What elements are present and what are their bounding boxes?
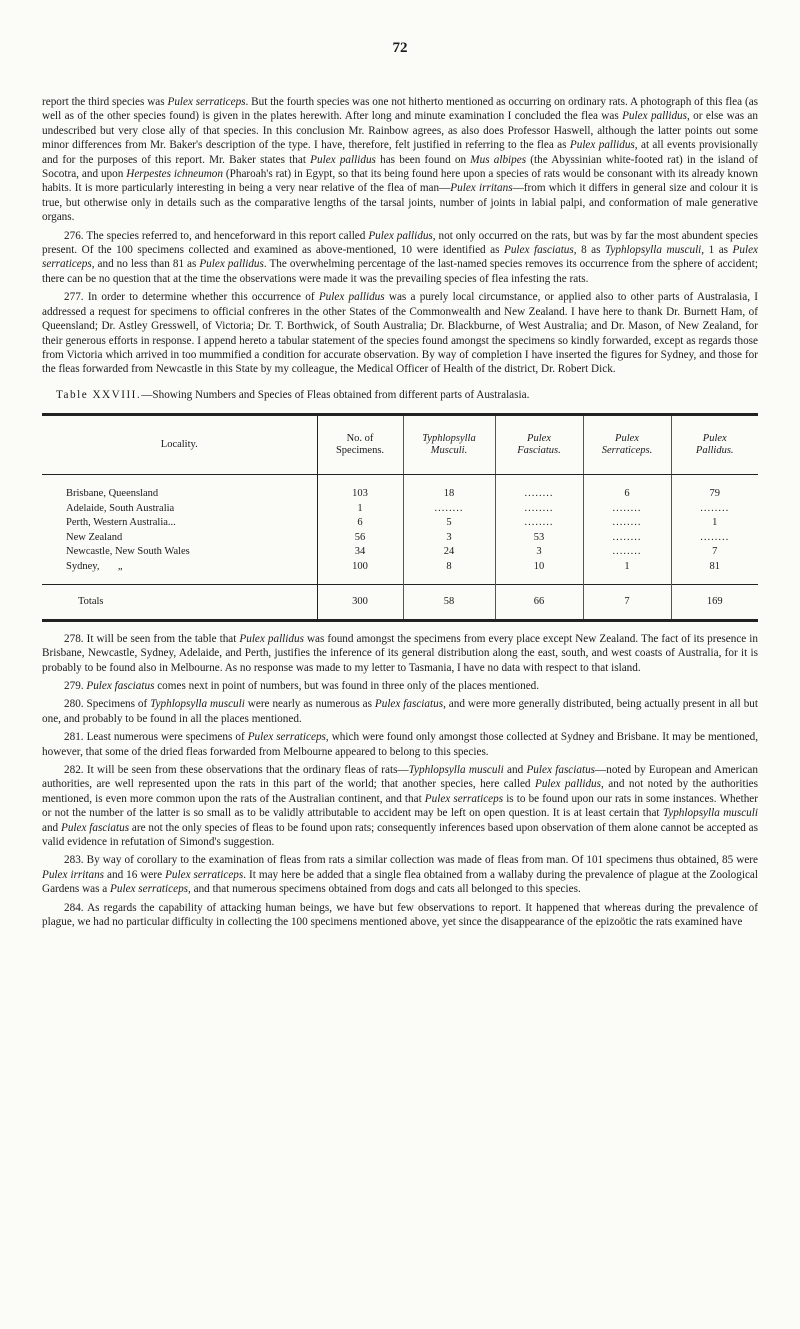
cell-serraticeps: 1: [583, 559, 671, 584]
paragraph-278: [42, 632, 758, 675]
text-run: 280. Specimens of: [64, 698, 151, 711]
header-text: Specimens.: [335, 444, 385, 456]
species-name: Pulex fasciatus: [60, 821, 130, 834]
table-caption-text: —Showing Numbers and Species of Fleas obtained from different parts of Australasia.: [141, 388, 530, 401]
species-name: Pulex pallidus: [239, 632, 304, 645]
text-run: . It may here be added that a single flea obtained from a wallaby during the prevalence of plague at the Zoological Gardens was a: [42, 868, 759, 896]
header-serraticeps: [583, 414, 671, 474]
header-text: Typhlopsylla: [422, 432, 476, 444]
cell-locality: Adelaide, South Australia: [42, 501, 317, 516]
cell-locality: Newcastle, New South Wales: [42, 545, 317, 560]
paragraph-281: [42, 730, 758, 759]
paragraph-284: [42, 901, 758, 930]
table-row: [42, 474, 758, 501]
species-name: Pulex serraticeps: [167, 96, 246, 108]
cell-typhlopsylla: 24: [403, 545, 495, 560]
cell-fasciatus: 10: [495, 559, 583, 584]
header-text: Serraticeps.: [601, 444, 653, 456]
table-row: [42, 501, 758, 516]
species-name: Pulex irritans: [450, 182, 513, 195]
table-row: [42, 516, 758, 531]
header-text: Pulex: [615, 432, 639, 444]
text-run: —noted by European and American authorities, are well represented upon the rats in this part of the world; that another species, here called: [42, 763, 758, 791]
text-run: 283. By way of corollary to the examination of fleas from rats a similar collection was made of fleas from man. Of 101 specimens thus obtained, 85 were: [64, 854, 758, 867]
cell-typhlopsylla: 18: [403, 474, 495, 501]
cell-pallidus: 1: [671, 516, 758, 531]
table-caption: [56, 389, 758, 401]
cell-specimens: 6: [317, 516, 403, 531]
header-text: No. of: [346, 432, 374, 444]
species-name: Pulex pallidus: [569, 139, 635, 152]
text-run: , which were found only amongst those collected at Sydney and Brisbane. It may be mentioned, however, that some of the dried fleas forwarded from Melbourne appeared to belong to this species.: [42, 731, 758, 758]
text-run: is to be found upon our rats in some instances. Whether or not the number of the latter is so small as to be validly attributable to accident may be left on open question. It is at least certain that: [42, 792, 758, 820]
cell-typhlopsylla: ........: [403, 501, 495, 516]
species-name: Pulex serraticeps: [165, 868, 244, 881]
text-run: and: [503, 763, 527, 776]
cell-locality: Perth, Western Australia...: [42, 516, 317, 531]
text-run: was a purely local circumstance, or applied also to other parts of Australasia, I addressed a request for specimens to official confreres in the other States of the Commonwealth and New Zealand. I have here to thank Dr. Burnett Ham, of Queensland; Dr. Astley Gresswell, of Victoria; Dr. T. Borthwick, of South Australia; Dr. Blackburne, of West Australia; and Dr. Mason, of New Zealand, for their generous efforts in response. I append hereto a tabular statement of the species found amongst the specimens so kindly forwarded, except as regards those from Victoria which arrived in too mummified a condition for accurate observation. By way of completion I have inserted the figures for Sydney, and those for the fleas forwarded from Newcastle in this State by my colleague, the Medical Officer of Health of the district, Dr. Robert Dick.: [42, 291, 758, 376]
text-run: report the third species was: [42, 96, 168, 108]
header-text: Pulex: [527, 432, 551, 444]
cell-typhlopsylla: 3: [403, 530, 495, 545]
species-name: musculi: [723, 807, 758, 820]
text-run: , at all events provisionally and for the purposes of this report. Mr. Baker states that: [42, 139, 758, 166]
species-name: Pulex pallidus: [622, 110, 687, 123]
header-text: Pallidus.: [695, 444, 734, 456]
cell-locality: Sydney, „: [42, 559, 317, 584]
header-typhlopsylla: [403, 414, 495, 474]
text-run: (the Abyssinian white-footed rat) in the island of Socotra, and upon: [42, 153, 758, 181]
species-name: Pulex serraticeps: [42, 244, 759, 271]
cell-serraticeps: ........: [583, 516, 671, 531]
species-name: Pulex irritans: [42, 868, 105, 881]
total-fasciatus: 66: [495, 584, 583, 620]
total-pallidus: 169: [671, 584, 758, 620]
text-run: (Pharoah's rat) in Egypt, so that its being found here upon a species of rats would be consonant with its already known habits. It is more particularly interesting in being a very near relative of the flea of man—: [42, 168, 759, 195]
flea-species-table: [42, 413, 758, 622]
cell-locality: New Zealand: [42, 530, 317, 545]
cell-pallidus: 81: [671, 559, 758, 584]
text-run: and 16 were: [104, 868, 166, 881]
header-pallidus: [671, 414, 758, 474]
cell-pallidus: ........: [671, 530, 758, 545]
header-locality: Locality.: [42, 414, 317, 474]
species-name: Pulex pallidus: [310, 153, 376, 166]
text-run: 277. In order to determine whether this occurrence of: [64, 291, 319, 304]
text-run: 279.: [64, 679, 87, 692]
species-name: Pulex fasciatus: [526, 763, 596, 776]
text-run: , and that numerous specimens obtained from dogs and cats all belonged to this species.: [188, 883, 581, 896]
cell-serraticeps: ........: [583, 501, 671, 516]
text-run: , 8 as: [573, 244, 606, 257]
species-name: Pulex pallidus: [318, 291, 385, 304]
header-text: Pulex: [702, 432, 727, 444]
cell-specimens: 1: [317, 501, 403, 516]
cell-specimens: 100: [317, 559, 403, 584]
cell-pallidus: ........: [671, 501, 758, 516]
cell-serraticeps: 6: [583, 474, 671, 501]
cell-specimens: 56: [317, 530, 403, 545]
cell-serraticeps: ........: [583, 545, 671, 560]
species-name: Typhlopsylla musculi: [408, 763, 504, 776]
text-run: 276. The species referred to, and henceforward in this report called: [64, 229, 369, 242]
totals-label: Totals: [42, 584, 317, 620]
cell-locality: Brisbane, Queensland: [42, 474, 317, 501]
paragraph-intro: [42, 95, 758, 225]
text-run: has been found on: [375, 153, 471, 166]
text-run: 284. As regards the capability of attacking human beings, we have but few observations to report. It happened that whereas during the prevalence of plague, we had no particular difficulty in collecting the 100 specimens mentioned above, yet since the disappearance of the epizoötic the rats examined have: [42, 901, 758, 929]
species-name: Pulex pallidus: [535, 778, 601, 791]
table-label: Table XXVIII.: [56, 388, 142, 401]
text-run: are not the only species of fleas to be found upon rats; consequently inferences based upon observation of them alone cannot be accepted as valid evidence in refutation of Simond's suggestion.: [42, 821, 758, 848]
species-name: Pulex serraticeps: [424, 792, 504, 805]
cell-fasciatus: 3: [495, 545, 583, 560]
cell-specimens: 103: [317, 474, 403, 501]
cell-fasciatus: ........: [495, 501, 583, 516]
species-name: Typhlopsylla: [662, 807, 720, 820]
text-run: , not only occurred on the rats, but was by far the most abundent species present. Of the 100 specimens collected and examined as above-mentioned, 10 were identified as: [42, 229, 758, 257]
cell-typhlopsylla: 5: [403, 516, 495, 531]
text-run: , and were more generally distributed, being actually present in all but one, and probably to be found in all the places mentioned.: [42, 698, 758, 725]
cell-specimens: 34: [317, 545, 403, 560]
paragraph-279: [42, 679, 758, 693]
total-specimens: 300: [317, 584, 403, 620]
cell-fasciatus: ........: [495, 474, 583, 501]
page-number: 72: [392, 40, 408, 56]
text-run: , and no less than 81 as: [91, 258, 200, 271]
species-name: Pulex pallidus: [368, 229, 433, 242]
cell-typhlopsylla: 8: [403, 559, 495, 584]
paragraph-276: [42, 229, 758, 287]
species-name: Pulex fasciatus: [86, 679, 155, 692]
text-run: comes next in point of numbers, but was found in three only of the places mentioned.: [154, 679, 540, 692]
text-run: —from which it differs in general size and colour it is true, but otherwise only in details such as the comparative lengths of the tarsal joints, number of joints in labial palpi, and conformation of male generative organs.: [42, 182, 758, 224]
text-run: 281. Least numerous were specimens of: [64, 731, 248, 744]
header-text: Musculi.: [430, 444, 468, 456]
paragraph-282: [42, 763, 758, 849]
table-totals-row: [42, 584, 758, 620]
table-row: [42, 530, 758, 545]
paragraph-280: [42, 697, 758, 726]
cell-fasciatus: 53: [495, 530, 583, 545]
text-run: and: [42, 821, 61, 834]
text-run: 278. It will be seen from the table that: [64, 632, 240, 645]
species-name: Pulex serraticeps: [110, 883, 189, 896]
cell-pallidus: 79: [671, 474, 758, 501]
species-name: Typhlopsylla musculi: [605, 244, 702, 257]
text-run: . But the fourth species was one not hitherto mentioned as occurring on ordinary rats. A photograph of this flea (as well as of the other species found) is given in the plates herewith. After long and minute examination I concluded the flea was: [42, 96, 759, 123]
total-typhlopsylla: 58: [403, 584, 495, 620]
text-run: was found amongst the specimens from every place except New Zealand. The fact of its presence in Brisbane, Newcastle, Sydney, Adelaide, and Perth, justifies the inference of its general distribution along the east, south, and west coasts of Australia, for it is probably to be found also in Melbourne. As no response was made to my letter to Tasmania, I have no data with respect to that island.: [42, 632, 758, 674]
header-text: Fasciatus.: [517, 444, 561, 456]
species-name: Pulex fasciatus: [374, 698, 444, 711]
table-row: [42, 559, 758, 584]
species-name: Pulex serraticeps: [247, 731, 326, 744]
text-run: . The overwhelming percentage of the last-named species removes its occurrence from the sphere of accident; there can be no question that at the time the observations were made it was the prevailing species of flea infesting the rats.: [42, 258, 758, 285]
paragraph-277: [42, 290, 758, 376]
text-run: , and not noted by the authorities mentioned, is even more common upon the rats of the Australian continent, and that: [42, 778, 759, 805]
header-specimens: [317, 414, 403, 474]
paragraph-283: [42, 853, 758, 896]
text-run: 282. It will be seen from these observations that the ordinary fleas of rats—: [64, 763, 409, 776]
text-run: , 1 as: [701, 244, 733, 257]
cell-fasciatus: ........: [495, 516, 583, 531]
table-row: [42, 545, 758, 560]
text-run: , or else was an undescribed but very close ally of that species. In this conclusion Mr. Rainbow agrees, as also does Professor Haswell, although the latter points out some minor differences from Mr. Baker's description of the type. I have, therefore, felt justified in referring to the flea as: [42, 110, 758, 152]
cell-serraticeps: ........: [583, 530, 671, 545]
species-name: Herpestes ichneumon: [126, 168, 223, 181]
text-run: were nearly as numerous as: [244, 698, 375, 711]
species-name: Pulex fasciatus: [504, 244, 574, 257]
species-name: Pulex pallidus: [199, 258, 264, 271]
species-name: Mus albipes: [470, 153, 527, 166]
total-serraticeps: 7: [583, 584, 671, 620]
header-fasciatus: [495, 414, 583, 474]
species-name: Typhlopsylla musculi: [150, 698, 245, 711]
cell-pallidus: 7: [671, 545, 758, 560]
table-header-row: [42, 414, 758, 474]
